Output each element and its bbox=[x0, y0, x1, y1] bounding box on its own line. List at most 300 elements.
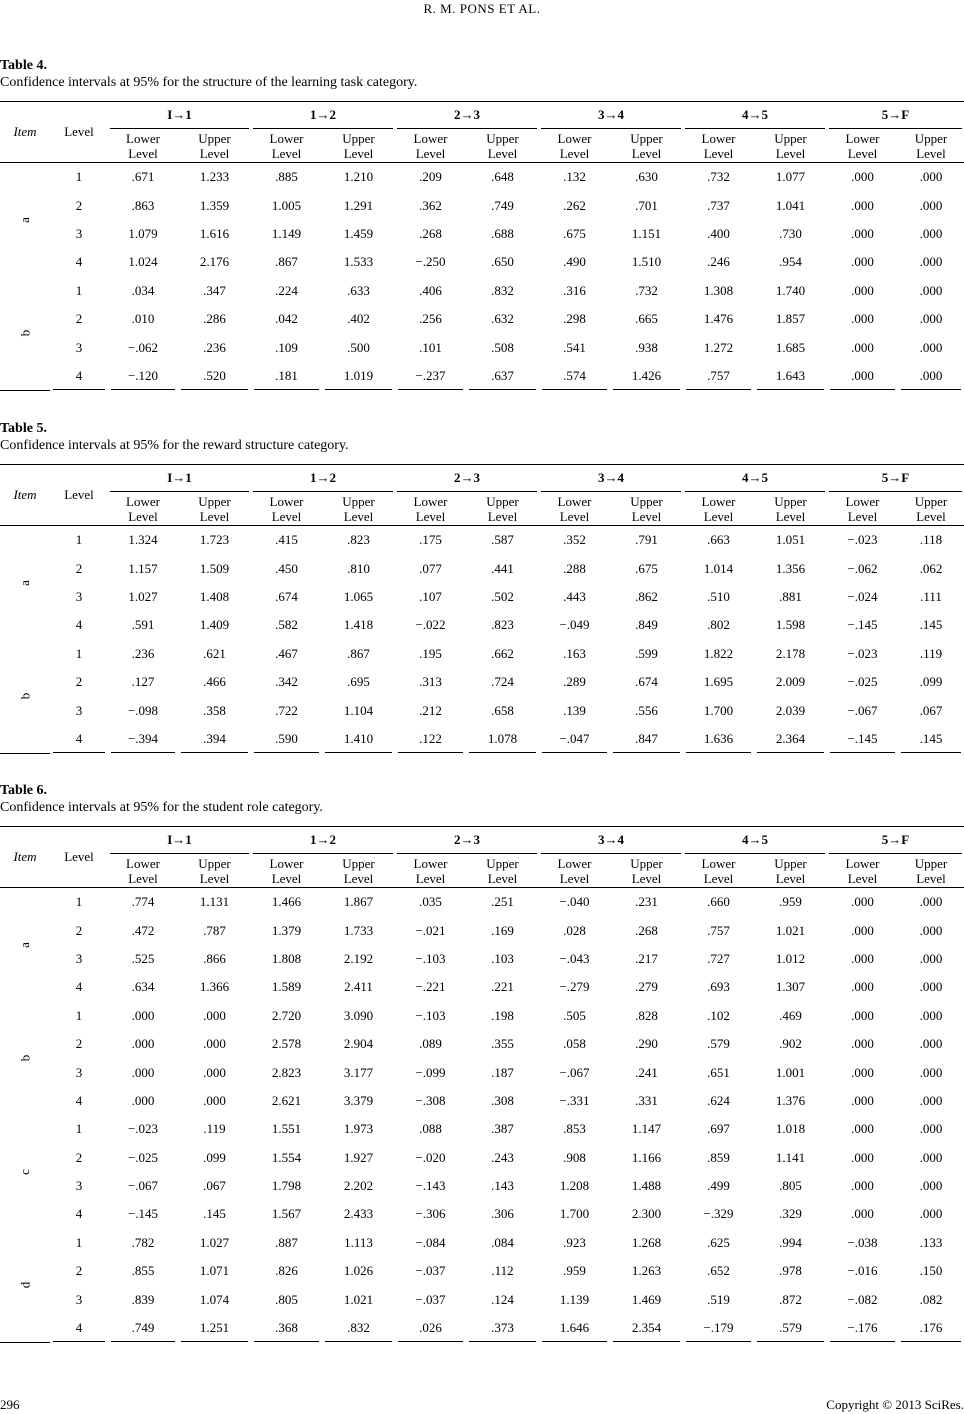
level-cell: 1 bbox=[75, 1234, 83, 1250]
value-cell: .867 bbox=[275, 254, 298, 270]
value-cell: .195 bbox=[419, 645, 442, 661]
value-cell: 1.012 bbox=[775, 950, 806, 966]
value-cell: .525 bbox=[131, 950, 155, 966]
table-row bbox=[0, 696, 964, 724]
column-group-label: 2→3 bbox=[397, 465, 537, 492]
level-cell: 4 bbox=[75, 1206, 83, 1222]
level-cell: 2 bbox=[75, 674, 83, 690]
column-header-lower: Lower Level bbox=[683, 854, 754, 888]
value-cell: .472 bbox=[131, 922, 155, 938]
value-cell: .881 bbox=[779, 588, 802, 604]
value-cell: .000 bbox=[131, 1007, 155, 1023]
value-cell: .000 bbox=[919, 1206, 943, 1222]
value-cell: .994 bbox=[779, 1234, 802, 1250]
value-cell: .221 bbox=[491, 979, 514, 995]
value-cell: .000 bbox=[919, 254, 943, 270]
value-cell: −.329 bbox=[703, 1206, 734, 1222]
value-cell: .872 bbox=[779, 1291, 802, 1307]
column-header-item: Item bbox=[0, 465, 50, 526]
value-cell: 1.019 bbox=[322, 362, 395, 390]
table-row bbox=[0, 973, 964, 1001]
level-cell: 2 bbox=[75, 560, 83, 576]
level-cell: 3 bbox=[75, 1291, 83, 1307]
value-cell: .406 bbox=[419, 282, 442, 298]
value-cell: .490 bbox=[563, 254, 586, 270]
column-header-upper: Upper Level bbox=[898, 854, 964, 888]
table-caption: Confidence intervals at 95% for the structure of the learning task category. bbox=[0, 75, 418, 90]
value-cell: 1.074 bbox=[199, 1291, 230, 1307]
level-cell: 4 bbox=[75, 1092, 83, 1108]
value-cell: .102 bbox=[707, 1007, 730, 1023]
value-cell: .133 bbox=[919, 1234, 943, 1250]
value-cell: −.394 bbox=[108, 725, 178, 753]
data-table bbox=[0, 826, 964, 1343]
column-header-lower: Lower Level bbox=[683, 492, 754, 526]
table-6-block bbox=[0, 783, 964, 1343]
value-cell: .688 bbox=[491, 225, 514, 241]
value-cell: 1.141 bbox=[775, 1149, 806, 1165]
value-cell: .633 bbox=[347, 282, 370, 298]
value-cell: .722 bbox=[275, 702, 298, 718]
column-header-lower: Lower Level bbox=[827, 129, 898, 163]
column-header-upper: Upper Level bbox=[898, 129, 964, 163]
value-cell: .000 bbox=[919, 282, 943, 298]
table-row bbox=[0, 277, 964, 305]
value-cell: 1.014 bbox=[703, 560, 734, 576]
data-table bbox=[0, 464, 964, 754]
value-cell: 1.071 bbox=[199, 1263, 230, 1279]
column-group-label: I→1 bbox=[110, 102, 249, 129]
table-4-block bbox=[0, 58, 964, 391]
value-cell: .103 bbox=[491, 950, 514, 966]
column-group-label: 2→3 bbox=[397, 102, 537, 129]
column-group-header bbox=[683, 465, 827, 493]
value-cell: −.023 bbox=[847, 532, 878, 548]
item-cell bbox=[0, 1115, 50, 1229]
column-group-header bbox=[251, 827, 395, 855]
value-cell: .099 bbox=[203, 1149, 226, 1165]
value-cell: −.023 bbox=[847, 645, 878, 661]
value-cell: .556 bbox=[635, 702, 658, 718]
column-group-label: 2→3 bbox=[397, 827, 537, 854]
value-cell: .658 bbox=[491, 702, 514, 718]
value-cell: .923 bbox=[563, 1234, 586, 1250]
value-cell: .394 bbox=[178, 725, 251, 753]
value-cell: .000 bbox=[851, 1007, 874, 1023]
item-cell bbox=[0, 1229, 50, 1343]
value-cell: .268 bbox=[635, 922, 658, 938]
column-header-lower: Lower Level bbox=[683, 129, 754, 163]
value-cell: −.040 bbox=[559, 894, 590, 910]
value-cell: .127 bbox=[131, 674, 155, 690]
value-cell: .000 bbox=[851, 1206, 874, 1222]
value-cell: .000 bbox=[851, 339, 874, 355]
level-cell: 2 bbox=[75, 311, 83, 327]
value-cell: .823 bbox=[491, 617, 514, 633]
value-cell: 1.509 bbox=[199, 560, 230, 576]
value-cell: 1.104 bbox=[343, 702, 374, 718]
value-cell: −.099 bbox=[415, 1064, 446, 1080]
value-cell: .637 bbox=[466, 362, 539, 390]
value-cell: .289 bbox=[563, 674, 586, 690]
value-cell: 2.009 bbox=[775, 674, 806, 690]
value-cell: 2.202 bbox=[343, 1178, 374, 1194]
item-label: c bbox=[17, 1169, 32, 1175]
value-cell: .000 bbox=[919, 1121, 943, 1137]
value-cell: .373 bbox=[466, 1314, 539, 1342]
value-cell: −.047 bbox=[539, 725, 610, 753]
value-cell: .000 bbox=[851, 950, 874, 966]
value-cell: .791 bbox=[635, 532, 658, 548]
value-cell: .111 bbox=[920, 588, 942, 604]
value-cell: .268 bbox=[419, 225, 442, 241]
value-cell: .288 bbox=[563, 560, 586, 576]
column-group-header bbox=[827, 827, 964, 855]
value-cell: .519 bbox=[707, 1291, 730, 1307]
column-header-level: Level bbox=[50, 102, 108, 163]
value-cell: .169 bbox=[491, 922, 514, 938]
value-cell: 1.488 bbox=[631, 1178, 662, 1194]
column-group-header bbox=[539, 102, 683, 130]
value-cell: .823 bbox=[347, 532, 370, 548]
value-cell: .000 bbox=[851, 1121, 874, 1137]
value-cell: .732 bbox=[635, 282, 658, 298]
value-cell: .695 bbox=[347, 674, 370, 690]
value-cell: .978 bbox=[779, 1263, 802, 1279]
value-cell: 1.409 bbox=[199, 617, 230, 633]
column-group-label: 5→F bbox=[829, 827, 962, 854]
value-cell: −.067 bbox=[559, 1064, 590, 1080]
value-cell: 1.554 bbox=[271, 1149, 302, 1165]
column-header-item: Item bbox=[0, 102, 50, 163]
item-label: a bbox=[17, 216, 32, 223]
value-cell: −.062 bbox=[127, 339, 159, 355]
value-cell: .286 bbox=[203, 311, 226, 327]
column-group-label: 1→2 bbox=[253, 102, 393, 129]
column-group-label: 3→4 bbox=[541, 465, 681, 492]
value-cell: −.221 bbox=[415, 979, 446, 995]
value-cell: .143 bbox=[491, 1178, 514, 1194]
item-label: a bbox=[17, 579, 32, 586]
value-cell: 1.598 bbox=[775, 617, 806, 633]
value-cell: .000 bbox=[919, 169, 943, 185]
value-cell: .187 bbox=[491, 1064, 514, 1080]
value-cell: .122 bbox=[395, 725, 466, 753]
value-cell: .908 bbox=[563, 1149, 586, 1165]
value-cell: 2.823 bbox=[271, 1064, 302, 1080]
table-row bbox=[0, 725, 964, 753]
level-cell: 1 bbox=[75, 169, 83, 185]
value-cell: .119 bbox=[203, 1121, 226, 1137]
table-row bbox=[0, 640, 964, 668]
value-cell: .000 bbox=[851, 197, 874, 213]
value-cell: −.179 bbox=[683, 1314, 754, 1342]
value-cell: .088 bbox=[419, 1121, 442, 1137]
value-cell: .782 bbox=[131, 1234, 155, 1250]
value-cell: .000 bbox=[851, 225, 874, 241]
value-cell: .724 bbox=[491, 674, 514, 690]
table-row bbox=[0, 583, 964, 611]
value-cell: .362 bbox=[419, 197, 442, 213]
level-cell: 3 bbox=[75, 588, 83, 604]
value-cell: 2.433 bbox=[343, 1206, 374, 1222]
value-cell: 1.510 bbox=[631, 254, 662, 270]
value-cell: .000 bbox=[919, 311, 943, 327]
item-cell bbox=[0, 163, 50, 277]
value-cell: .000 bbox=[851, 979, 874, 995]
value-cell: 1.867 bbox=[343, 894, 374, 910]
value-cell: .000 bbox=[919, 950, 943, 966]
value-cell: .510 bbox=[707, 588, 730, 604]
value-cell: .262 bbox=[563, 197, 586, 213]
value-cell: .582 bbox=[275, 617, 298, 633]
value-cell: .732 bbox=[707, 169, 730, 185]
value-cell: .112 bbox=[491, 1263, 514, 1279]
table-row bbox=[0, 1285, 964, 1313]
value-cell: 1.723 bbox=[199, 532, 230, 548]
value-cell: .469 bbox=[779, 1007, 802, 1023]
value-cell: 3.177 bbox=[343, 1064, 374, 1080]
value-cell: .000 bbox=[131, 1064, 155, 1080]
value-cell: .862 bbox=[635, 588, 658, 604]
value-cell: .000 bbox=[131, 1092, 155, 1108]
value-cell: −.023 bbox=[127, 1121, 159, 1137]
value-cell: .175 bbox=[419, 532, 442, 548]
value-cell: .402 bbox=[347, 311, 370, 327]
data-table bbox=[0, 101, 964, 391]
value-cell: .000 bbox=[919, 979, 943, 995]
level-cell: 4 bbox=[50, 725, 108, 753]
value-cell: .000 bbox=[919, 922, 943, 938]
value-cell: 2.578 bbox=[271, 1036, 302, 1052]
value-cell: .290 bbox=[635, 1036, 658, 1052]
value-cell: 1.533 bbox=[343, 254, 374, 270]
value-cell: .810 bbox=[347, 560, 370, 576]
value-cell: .648 bbox=[491, 169, 514, 185]
value-cell: .467 bbox=[275, 645, 298, 661]
value-cell: .042 bbox=[275, 311, 298, 327]
value-cell: .387 bbox=[491, 1121, 514, 1137]
value-cell: .000 bbox=[851, 282, 874, 298]
value-cell: .000 bbox=[919, 894, 943, 910]
column-header-upper: Upper Level bbox=[178, 854, 251, 888]
value-cell: 2.300 bbox=[631, 1206, 662, 1222]
value-cell: −.120 bbox=[108, 362, 178, 390]
value-cell: .632 bbox=[491, 311, 514, 327]
item-cell bbox=[0, 1002, 50, 1116]
value-cell: .847 bbox=[610, 725, 683, 753]
value-cell: −.082 bbox=[847, 1291, 878, 1307]
value-cell: .774 bbox=[131, 894, 155, 910]
value-cell: .331 bbox=[635, 1092, 658, 1108]
value-cell: .839 bbox=[131, 1291, 155, 1307]
value-cell: .000 bbox=[919, 1036, 943, 1052]
item-label: b bbox=[17, 692, 32, 700]
column-header-lower: Lower Level bbox=[395, 492, 466, 526]
value-cell: .308 bbox=[491, 1092, 514, 1108]
value-cell: 1.027 bbox=[128, 588, 158, 604]
value-cell: .329 bbox=[779, 1206, 802, 1222]
level-cell: 4 bbox=[75, 254, 83, 270]
value-cell: .000 bbox=[851, 894, 874, 910]
value-cell: .028 bbox=[563, 922, 586, 938]
level-cell: 2 bbox=[75, 1149, 83, 1165]
value-cell: 1.018 bbox=[775, 1121, 806, 1137]
value-cell: 3.090 bbox=[343, 1007, 374, 1023]
value-cell: 1.636 bbox=[683, 725, 754, 753]
table-row bbox=[0, 1257, 964, 1285]
value-cell: .663 bbox=[707, 532, 730, 548]
column-header-lower: Lower Level bbox=[395, 854, 466, 888]
value-cell: .101 bbox=[419, 339, 442, 355]
column-group-header bbox=[539, 465, 683, 493]
value-cell: .574 bbox=[539, 362, 610, 390]
value-cell: .826 bbox=[275, 1263, 298, 1279]
column-header-upper: Upper Level bbox=[754, 492, 827, 526]
value-cell: .959 bbox=[563, 1263, 586, 1279]
value-cell: .243 bbox=[491, 1149, 514, 1165]
value-cell: −.145 bbox=[847, 617, 878, 633]
value-cell: −.176 bbox=[827, 1314, 898, 1342]
level-cell: 4 bbox=[50, 1314, 108, 1342]
value-cell: .866 bbox=[203, 950, 226, 966]
value-cell: .000 bbox=[851, 169, 874, 185]
table-row bbox=[0, 1030, 964, 1058]
value-cell: −.020 bbox=[415, 1149, 446, 1165]
value-cell: 1.418 bbox=[343, 617, 374, 633]
value-cell: .000 bbox=[919, 1178, 943, 1194]
value-cell: .181 bbox=[251, 362, 322, 390]
value-cell: .236 bbox=[131, 645, 155, 661]
value-cell: .902 bbox=[779, 1036, 802, 1052]
value-cell: .058 bbox=[563, 1036, 586, 1052]
value-cell: .505 bbox=[563, 1007, 586, 1023]
column-group-header bbox=[108, 102, 251, 130]
value-cell: .887 bbox=[275, 1234, 298, 1250]
value-cell: 2.364 bbox=[754, 725, 827, 753]
value-cell: .145 bbox=[203, 1206, 226, 1222]
value-cell: .499 bbox=[707, 1178, 730, 1194]
value-cell: −.049 bbox=[559, 617, 590, 633]
value-cell: .674 bbox=[275, 588, 298, 604]
column-group-label: 4→5 bbox=[685, 465, 825, 492]
value-cell: .855 bbox=[131, 1263, 155, 1279]
table-caption: Confidence intervals at 95% for the student role category. bbox=[0, 800, 323, 815]
value-cell: 1.166 bbox=[631, 1149, 662, 1165]
column-header-upper: Upper Level bbox=[466, 492, 539, 526]
table-row bbox=[0, 362, 964, 390]
value-cell: .000 bbox=[851, 311, 874, 327]
value-cell: .954 bbox=[779, 254, 802, 270]
value-cell: .000 bbox=[851, 1036, 874, 1052]
table-number: Table 5. bbox=[0, 421, 47, 436]
value-cell: .000 bbox=[851, 1149, 874, 1165]
value-cell: .067 bbox=[203, 1178, 226, 1194]
value-cell: .749 bbox=[108, 1314, 178, 1342]
value-cell: −.103 bbox=[415, 950, 446, 966]
table-row bbox=[0, 220, 964, 248]
column-header-lower: Lower Level bbox=[251, 854, 322, 888]
value-cell: 1.001 bbox=[775, 1064, 806, 1080]
value-cell: .853 bbox=[563, 1121, 586, 1137]
value-cell: .749 bbox=[491, 197, 514, 213]
value-cell: .652 bbox=[707, 1263, 730, 1279]
value-cell: .124 bbox=[491, 1291, 514, 1307]
value-cell: 1.700 bbox=[559, 1206, 590, 1222]
value-cell: 1.210 bbox=[343, 169, 374, 185]
column-group-label: 3→4 bbox=[541, 102, 681, 129]
value-cell: .624 bbox=[707, 1092, 730, 1108]
value-cell: .737 bbox=[707, 197, 730, 213]
value-cell: .885 bbox=[275, 169, 298, 185]
column-group-header bbox=[108, 827, 251, 855]
table-row bbox=[0, 248, 964, 276]
value-cell: .590 bbox=[251, 725, 322, 753]
value-cell: .693 bbox=[707, 979, 730, 995]
table-number: Table 6. bbox=[0, 783, 47, 798]
value-cell: 1.476 bbox=[703, 311, 734, 327]
item-label: a bbox=[17, 941, 32, 948]
value-cell: .089 bbox=[419, 1036, 442, 1052]
value-cell: 2.411 bbox=[344, 979, 373, 995]
value-cell: 1.700 bbox=[703, 702, 734, 718]
level-cell: 1 bbox=[75, 645, 83, 661]
value-cell: .938 bbox=[635, 339, 658, 355]
value-cell: 1.147 bbox=[631, 1121, 662, 1137]
value-cell: −.025 bbox=[127, 1149, 159, 1165]
value-cell: 1.685 bbox=[775, 339, 806, 355]
level-cell: 1 bbox=[75, 894, 83, 910]
column-header-upper: Upper Level bbox=[754, 854, 827, 888]
value-cell: 1.798 bbox=[271, 1178, 302, 1194]
value-cell: .035 bbox=[419, 894, 442, 910]
value-cell: .082 bbox=[919, 1291, 943, 1307]
value-cell: .587 bbox=[491, 532, 514, 548]
item-cell bbox=[0, 888, 50, 1002]
value-cell: 1.857 bbox=[775, 311, 806, 327]
value-cell: 1.733 bbox=[343, 922, 374, 938]
item-cell bbox=[0, 640, 50, 754]
value-cell: .000 bbox=[919, 1064, 943, 1080]
table-row bbox=[0, 1314, 964, 1342]
value-cell: .466 bbox=[203, 674, 226, 690]
table-row bbox=[0, 1002, 964, 1030]
value-cell: .859 bbox=[707, 1149, 730, 1165]
value-cell: 1.263 bbox=[631, 1263, 662, 1279]
value-cell: .634 bbox=[131, 979, 155, 995]
column-header-upper: Upper Level bbox=[322, 854, 395, 888]
value-cell: .674 bbox=[635, 674, 658, 690]
column-group-label: 5→F bbox=[829, 102, 962, 129]
value-cell: −.067 bbox=[127, 1178, 159, 1194]
value-cell: .209 bbox=[419, 169, 442, 185]
value-cell: .502 bbox=[491, 588, 514, 604]
column-header-upper: Upper Level bbox=[466, 129, 539, 163]
value-cell: .176 bbox=[898, 1314, 964, 1342]
value-cell: .246 bbox=[707, 254, 730, 270]
value-cell: .000 bbox=[898, 362, 964, 390]
value-cell: .067 bbox=[919, 702, 943, 718]
value-cell: .000 bbox=[919, 339, 943, 355]
page-number: 296 bbox=[0, 1397, 20, 1412]
value-cell: .358 bbox=[203, 702, 226, 718]
value-cell: .579 bbox=[754, 1314, 827, 1342]
value-cell: .599 bbox=[635, 645, 658, 661]
value-cell: .757 bbox=[683, 362, 754, 390]
table-row bbox=[0, 1058, 964, 1086]
value-cell: −.331 bbox=[559, 1092, 590, 1108]
table-row bbox=[0, 611, 964, 639]
